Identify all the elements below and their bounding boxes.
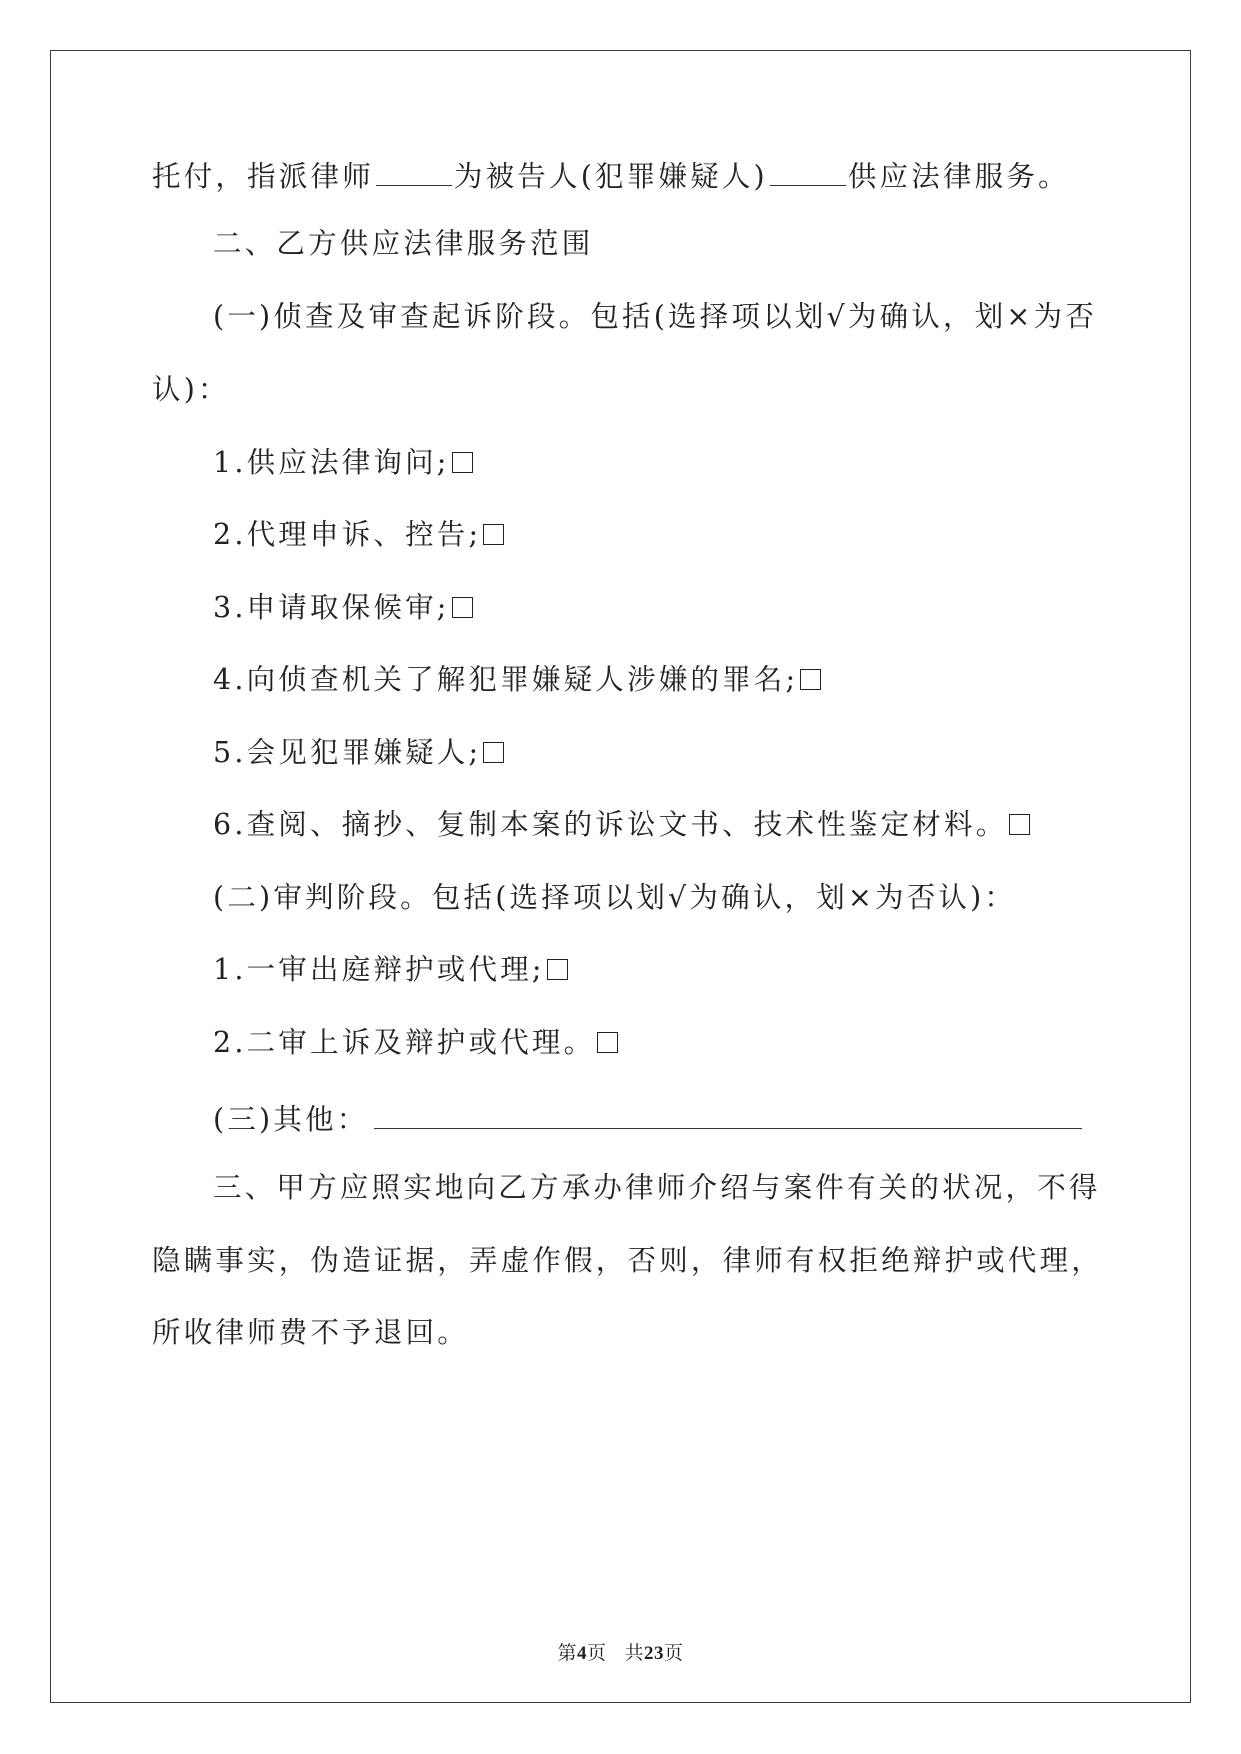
- page-suffix: 页: [586, 1643, 607, 1664]
- line-1-part-a: 托付，指派律师: [152, 160, 374, 194]
- list-item: [213, 663, 821, 696]
- list-item: [213, 953, 568, 986]
- list-item: [213, 1026, 618, 1059]
- line-1-part-c: 供应法律服务。: [847, 160, 1070, 194]
- page-footer: [0, 1638, 1241, 1665]
- section-3-paragraph-line-1: 三、甲方应照实地向乙方承办律师介绍与案件有关的状况，不得: [213, 1171, 1101, 1204]
- list-item-label: 2.代理申诉、控告;: [213, 518, 482, 551]
- list-item: [213, 808, 1030, 841]
- total-prefix: 共: [624, 1643, 645, 1664]
- page-prefix: 第: [557, 1643, 577, 1664]
- text-line-1: [152, 158, 1070, 192]
- checkbox[interactable]: [483, 524, 504, 545]
- list-item-label: 5.会见犯罪嫌疑人;: [213, 736, 482, 769]
- defendant-name-blank[interactable]: [770, 158, 846, 186]
- checkbox[interactable]: [547, 959, 568, 980]
- checkbox[interactable]: [800, 669, 821, 690]
- subsection-1-heading-cont: 认)：: [152, 373, 230, 406]
- total-suffix: 页: [664, 1643, 684, 1664]
- list-item: [213, 591, 473, 624]
- checkbox[interactable]: [452, 597, 473, 618]
- list-item: [213, 446, 473, 479]
- checkbox[interactable]: [1009, 814, 1030, 835]
- section-3-paragraph-line-2: 隐瞒事实，伪造证据，弄虚作假，否则，律师有权拒绝辩护或代理，: [152, 1244, 1104, 1277]
- list-item-label: 4.向侦查机关了解犯罪嫌疑人涉嫌的罪名;: [213, 663, 799, 696]
- subsection-2-heading: (二)审判阶段。包括(选择项以划√为确认，划×为否认)：: [213, 881, 1017, 914]
- total-pages: 23: [644, 1643, 665, 1664]
- other-blank[interactable]: [374, 1101, 1082, 1129]
- subsection-1-heading: (一)侦查及审查起诉阶段。包括(选择项以划√为确认，划×为否: [213, 300, 1097, 333]
- list-item-label: 6.查阅、摘抄、复制本案的诉讼文书、技术性鉴定材料。: [213, 808, 1008, 841]
- checkbox[interactable]: [452, 452, 473, 473]
- list-item-label: 1.一审出庭辩护或代理;: [213, 953, 545, 986]
- section-3-paragraph-line-3: 所收律师费不予退回。: [152, 1316, 470, 1349]
- lawyer-name-blank[interactable]: [376, 158, 452, 186]
- other-label: (三)其他：: [213, 1103, 369, 1137]
- page-border: [50, 50, 1191, 1703]
- subsection-3-other: [213, 1101, 1084, 1135]
- list-item-label: 3.申请取保候审;: [213, 591, 450, 624]
- checkbox[interactable]: [483, 742, 504, 763]
- list-item: [213, 518, 504, 551]
- section-heading-2: 二、乙方供应法律服务范围: [213, 227, 594, 260]
- list-item: [213, 736, 504, 769]
- list-item-label: 1.供应法律询问;: [213, 446, 450, 479]
- checkbox[interactable]: [597, 1032, 618, 1053]
- line-1-part-b: 为被告人(犯罪嫌疑人): [453, 160, 768, 194]
- list-item-label: 2.二审上诉及辩护或代理。: [213, 1026, 596, 1059]
- page-number: 4: [576, 1643, 587, 1664]
